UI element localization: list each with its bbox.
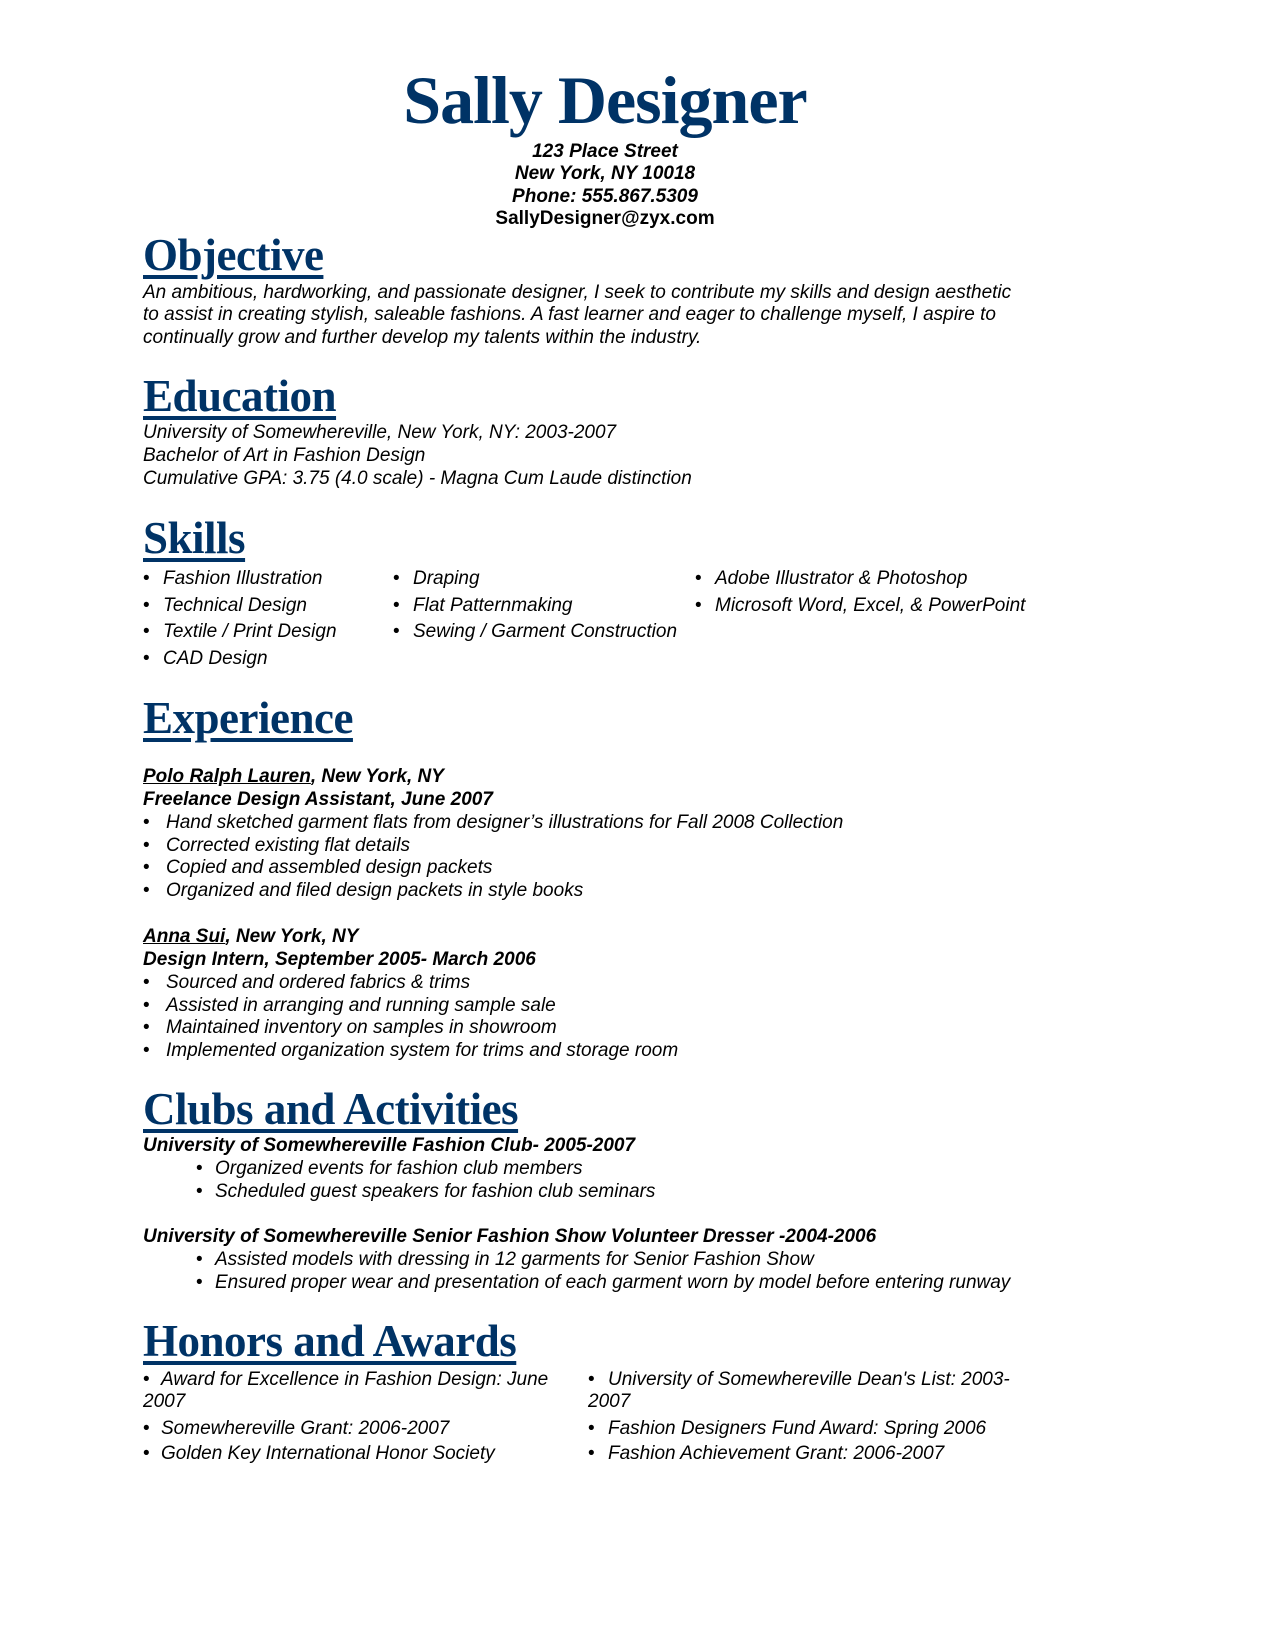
bullet-icon: • <box>393 594 400 616</box>
education-heading: Education <box>143 371 337 421</box>
skills-heading: Skills <box>143 513 246 563</box>
club-name: University of Somewhereville Senior Fashion Show Volunteer Dresser -2004-2006 <box>143 1226 877 1247</box>
bullet-icon: • <box>143 1017 150 1039</box>
skill-item: Flat Patternmaking <box>413 594 573 616</box>
objective-line: continually grow and further develop my talents within the industry. <box>143 327 702 348</box>
skill-item: Technical Design <box>163 594 307 616</box>
objective-heading: Objective <box>143 230 324 280</box>
job-location: , New York, NY <box>310 766 444 787</box>
club-bullet: Assisted models with dressing in 12 garments for Senior Fashion Show <box>215 1249 814 1270</box>
job-role: Design Intern, September 2005- March 2006 <box>143 949 536 970</box>
job-bullet: Sourced and ordered fabrics & trims <box>166 972 471 993</box>
bullet-icon: • <box>143 1040 150 1062</box>
objective-line: An ambitious, hardworking, and passionate designer, I seek to contribute my skills and design aesthetic <box>143 282 1012 303</box>
bullet-icon: • <box>143 857 150 879</box>
bullet-icon: • <box>196 1272 203 1293</box>
bullet-icon: • <box>196 1158 203 1179</box>
bullet-icon: • <box>695 568 702 589</box>
skill-item: Sewing / Garment Construction <box>413 621 678 642</box>
club-bullet: Scheduled guest speakers for fashion club seminars <box>215 1181 656 1202</box>
job-bullet: Corrected existing flat details <box>166 834 410 856</box>
education-line: Cumulative GPA: 3.75 (4.0 scale) - Magna Cum Laude distinction <box>143 468 692 489</box>
email[interactable]: SallyDesigner@zyx.com <box>495 208 715 229</box>
job-bullet: Hand sketched garment flats from designer’s illustrations for Fall 2008 Collection <box>166 812 844 833</box>
job-role: Freelance Design Assistant, June 2007 <box>143 789 493 810</box>
job-bullet: Maintained inventory on samples in showroom <box>166 1017 557 1039</box>
honor-item: Award for Excellence in Fashion Design: June <box>161 1369 549 1390</box>
bullet-icon: • <box>143 1443 150 1464</box>
honor-item: Fashion Achievement Grant: 2006-2007 <box>608 1443 945 1464</box>
bullet-icon: • <box>196 1249 203 1270</box>
honor-item: Fashion Designers Fund Award: Spring 2006 <box>608 1418 987 1439</box>
bullet-icon: • <box>143 880 150 902</box>
objective-line: to assist in creating stylish, saleable fashions. A fast learner and eager to challenge myself, I aspire to <box>143 304 996 325</box>
phone: Phone: 555.867.5309 <box>512 186 698 207</box>
bullet-icon: • <box>393 621 400 642</box>
bullet-icon: • <box>143 594 150 616</box>
experience-heading: Experience <box>143 693 353 743</box>
honor-item: University of Somewhereville Dean's List: 2003- <box>608 1369 1010 1390</box>
bullet-icon: • <box>143 647 150 669</box>
club-bullet: Organized events for fashion club members <box>215 1158 583 1179</box>
bullet-icon: • <box>143 1369 150 1390</box>
honor-item: 2007 <box>588 1391 631 1412</box>
job-bullet: Copied and assembled design packets <box>166 857 493 879</box>
education-line: University of Somewhereville, New York, NY: 2003-2007 <box>143 422 617 443</box>
bullet-icon: • <box>588 1369 595 1390</box>
bullet-icon: • <box>143 812 150 833</box>
education-line: Bachelor of Art in Fashion Design <box>143 445 426 466</box>
job-bullet: Implemented organization system for trims and storage room <box>166 1040 679 1062</box>
bullet-icon: • <box>143 568 150 589</box>
skill-item: Adobe Illustrator & Photoshop <box>715 568 968 589</box>
honor-item: Somewhereville Grant: 2006-2007 <box>161 1418 450 1439</box>
bullet-icon: • <box>588 1418 595 1439</box>
bullet-icon: • <box>695 594 702 616</box>
skill-item: Fashion Illustration <box>163 568 323 589</box>
skill-item: Textile / Print Design <box>163 621 337 642</box>
address-line-1: 123 Place Street <box>532 141 678 162</box>
honor-item: Golden Key International Honor Society <box>161 1443 495 1464</box>
resume-name: Sally Designer <box>403 62 807 138</box>
bullet-icon: • <box>143 994 150 1016</box>
honor-item: 2007 <box>143 1391 186 1412</box>
job-location: , New York, NY <box>225 926 359 947</box>
job-header <box>143 765 444 788</box>
skill-item: Microsoft Word, Excel, & PowerPoint <box>715 594 1026 616</box>
skill-item: Draping <box>413 568 480 589</box>
bullet-icon: • <box>588 1443 595 1464</box>
job-bullet: Assisted in arranging and running sample sale <box>166 994 556 1016</box>
skill-item: CAD Design <box>163 647 268 669</box>
bullet-icon: • <box>196 1181 203 1202</box>
company-name: Polo Ralph Lauren <box>143 766 311 787</box>
bullet-icon: • <box>143 834 150 856</box>
club-name: University of Somewhereville Fashion Club- 2005-2007 <box>143 1135 636 1156</box>
address-line-2: New York, NY 10018 <box>514 163 696 184</box>
bullet-icon: • <box>143 621 150 642</box>
bullet-icon: • <box>393 568 400 589</box>
bullet-icon: • <box>143 1418 150 1439</box>
club-bullet: Ensured proper wear and presentation of each garment worn by model before entering runway <box>215 1272 1011 1293</box>
bullet-icon: • <box>143 972 150 993</box>
job-bullet: Organized and filed design packets in style books <box>166 880 584 902</box>
clubs-heading: Clubs and Activities <box>143 1084 519 1134</box>
company-name: Anna Sui <box>143 926 226 947</box>
honors-heading: Honors and Awards <box>143 1316 517 1366</box>
job-header <box>143 925 358 948</box>
